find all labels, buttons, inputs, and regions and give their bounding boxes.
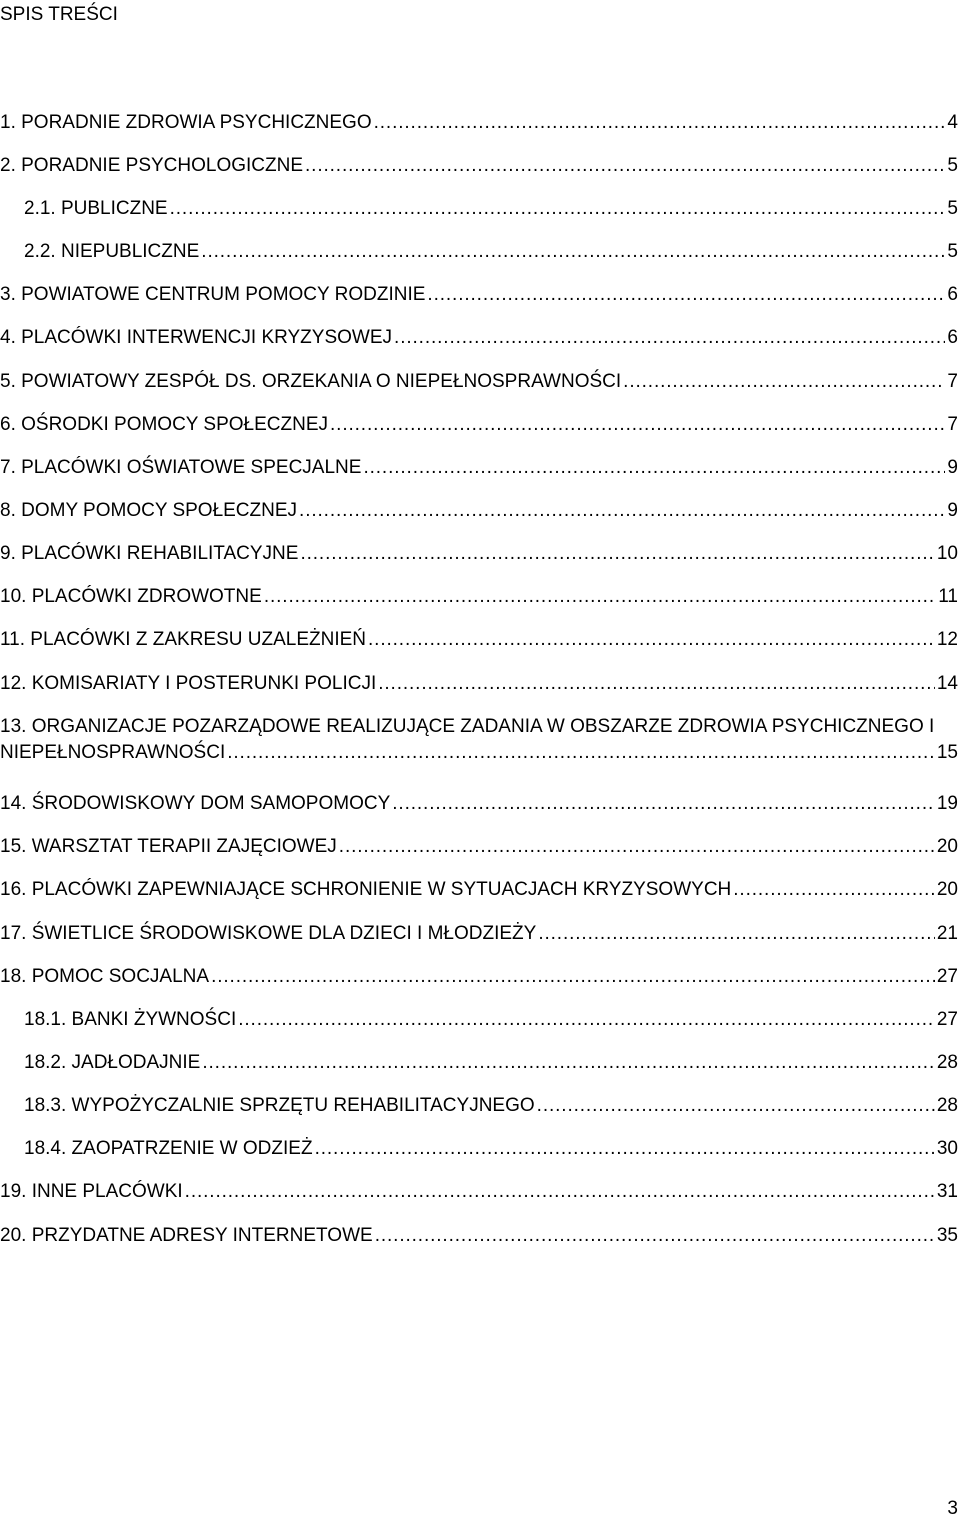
toc-entry-title: 9. PLACÓWKI REHABILITACYJNE xyxy=(0,543,299,564)
toc-dot-leader xyxy=(363,455,945,481)
page-number: 3 xyxy=(947,1498,958,1519)
toc-entry[interactable] xyxy=(0,541,958,567)
toc-entry[interactable] xyxy=(0,498,958,524)
toc-entry-title: 18.4. ZAOPATRZENIE W ODZIEŻ xyxy=(24,1138,313,1159)
toc-entry-page: 27 xyxy=(936,1009,958,1030)
toc-entry-title: 2.2. NIEPUBLICZNE xyxy=(24,241,200,262)
toc-entry-page: 6 xyxy=(947,327,958,348)
toc-entry-title: 19. INNE PLACÓWKI xyxy=(0,1181,183,1202)
toc-dot-leader xyxy=(374,110,946,136)
toc-entry-page: 9 xyxy=(947,500,958,521)
toc-entry[interactable] xyxy=(0,1223,958,1249)
toc-entry[interactable] xyxy=(0,325,958,351)
toc-entry-page: 15 xyxy=(936,742,958,763)
toc-entry-page: 20 xyxy=(936,836,958,857)
toc-entry[interactable] xyxy=(0,671,958,697)
toc-dot-leader xyxy=(305,153,945,179)
toc-entry[interactable] xyxy=(0,1050,958,1076)
toc-entry-page: 21 xyxy=(936,923,958,944)
toc-entry-page: 31 xyxy=(936,1181,958,1202)
toc-entry-title: 2. PORADNIE PSYCHOLOGICZNE xyxy=(0,155,304,176)
toc-entry[interactable] xyxy=(0,791,958,817)
toc-entry-title: 10. PLACÓWKI ZDROWOTNE xyxy=(0,586,262,607)
toc-entry[interactable] xyxy=(0,412,958,438)
toc-entry-title: 2.1. PUBLICZNE xyxy=(24,198,168,219)
toc-dot-leader xyxy=(185,1179,935,1205)
toc-entry-page: 27 xyxy=(936,966,958,987)
toc-entry[interactable] xyxy=(0,877,958,903)
toc-dot-leader xyxy=(339,834,935,860)
toc-dot-leader xyxy=(315,1136,935,1162)
toc-dot-leader xyxy=(427,282,945,308)
toc-dot-leader xyxy=(537,1093,935,1119)
toc-dot-leader xyxy=(375,1223,935,1249)
toc-entry-title: 14. ŚRODOWISKOWY DOM SAMOPOMOCY xyxy=(0,793,391,814)
toc-entry[interactable] xyxy=(0,627,958,653)
toc-entry-title: 13. ORGANIZACJE POZARZĄDOWE REALIZUJĄCE ZADANIA W OBSZARZE ZDROWIA PSYCHICZNEGO I xyxy=(0,716,935,737)
toc-entry-title: 12. KOMISARIATY I POSTERUNKI POLICJI xyxy=(0,673,377,694)
toc-entry-title-continued: NIEPEŁNOSPRAWNOŚCI xyxy=(0,742,226,763)
toc-entry[interactable] xyxy=(0,1093,958,1119)
toc-dot-leader xyxy=(238,1007,935,1033)
toc-entry[interactable] xyxy=(0,1179,958,1205)
toc-entry-title: 1. PORADNIE ZDROWIA PSYCHICZNEGO xyxy=(0,112,372,133)
toc-entry-page: 7 xyxy=(947,414,958,435)
toc-entry[interactable] xyxy=(0,153,958,179)
toc-entry-title: 18.3. WYPOŻYCZALNIE SPRZĘTU REHABILITACYJNEGO xyxy=(24,1095,535,1116)
toc-entry[interactable] xyxy=(0,714,958,766)
toc-entry-title: 18.2. JADŁODAJNIE xyxy=(24,1052,201,1073)
toc-dot-leader xyxy=(368,627,935,653)
toc-dot-leader xyxy=(264,584,936,610)
toc-entry-page: 11 xyxy=(938,586,958,607)
toc-entry-page: 19 xyxy=(936,793,958,814)
toc-entry[interactable] xyxy=(0,584,958,610)
toc-entry-page: 10 xyxy=(936,543,958,564)
toc-entry-page: 28 xyxy=(936,1052,958,1073)
toc-entry-title: 4. PLACÓWKI INTERWENCJI KRYZYSOWEJ xyxy=(0,327,393,348)
toc-entry-page: 35 xyxy=(936,1225,958,1246)
toc-entry[interactable] xyxy=(0,1007,958,1033)
toc-dot-leader xyxy=(733,877,935,903)
toc-entry-title: 20. PRZYDATNE ADRESY INTERNETOWE xyxy=(0,1225,373,1246)
toc-entry-title: 18. POMOC SOCJALNA xyxy=(0,966,210,987)
toc-entry-page: 30 xyxy=(936,1138,958,1159)
toc-dot-leader xyxy=(227,740,935,766)
toc-entry-page: 7 xyxy=(947,371,958,392)
toc-dot-leader xyxy=(330,412,945,438)
toc-entry-title: 16. PLACÓWKI ZAPEWNIAJĄCE SCHRONIENIE W SYTUACJACH KRYZYSOWYCH xyxy=(0,879,732,900)
toc-entry[interactable] xyxy=(0,1136,958,1162)
toc-entry[interactable] xyxy=(0,369,958,395)
toc-entry[interactable] xyxy=(0,964,958,990)
toc-entry-title: 8. DOMY POMOCY SPOŁECZNEJ xyxy=(0,500,298,521)
toc-dot-leader xyxy=(378,671,935,697)
toc-dot-leader xyxy=(300,541,934,567)
toc-entry-page: 20 xyxy=(936,879,958,900)
toc-entry-page: 5 xyxy=(947,155,958,176)
toc-entry-title: 17. ŚWIETLICE ŚRODOWISKOWE DLA DZIECI I MŁODZIEŻY xyxy=(0,923,537,944)
toc-entry-title: 5. POWIATOWY ZESPÓŁ DS. ORZEKANIA O NIEPEŁNOSPRAWNOŚCI xyxy=(0,371,622,392)
toc-entry-page: 4 xyxy=(947,112,958,133)
page-title: SPIS TREŚCI xyxy=(0,4,118,25)
toc-dot-leader xyxy=(201,239,945,265)
toc-entry[interactable] xyxy=(0,239,958,265)
toc-entry[interactable] xyxy=(0,455,958,481)
toc-entry[interactable] xyxy=(0,921,958,947)
toc-dot-leader xyxy=(392,791,935,817)
toc-entry-page: 9 xyxy=(947,457,958,478)
toc-entry-page: 5 xyxy=(947,241,958,262)
toc-entry-page: 12 xyxy=(936,629,958,650)
toc-entry-title: 6. OŚRODKI POMOCY SPOŁECZNEJ xyxy=(0,414,329,435)
toc-dot-leader xyxy=(211,964,935,990)
toc-entry-title: 7. PLACÓWKI OŚWIATOWE SPECJALNE xyxy=(0,457,362,478)
toc-dot-leader xyxy=(623,369,945,395)
toc-entry-title: 15. WARSZTAT TERAPII ZAJĘCIOWEJ xyxy=(0,836,337,857)
toc-entry-title: 3. POWIATOWE CENTRUM POMOCY RODZINIE xyxy=(0,284,426,305)
toc-dot-leader xyxy=(538,921,935,947)
toc-entry[interactable] xyxy=(0,110,958,136)
toc-entry[interactable] xyxy=(0,282,958,308)
toc-dot-leader xyxy=(299,498,945,524)
toc-entry-title: 11. PLACÓWKI Z ZAKRESU UZALEŻNIEŃ xyxy=(0,629,367,650)
toc-dot-leader xyxy=(394,325,945,351)
toc-entry-page: 6 xyxy=(947,284,958,305)
toc-dot-leader xyxy=(202,1050,935,1076)
toc-entry-page: 28 xyxy=(936,1095,958,1116)
toc-entry-page: 5 xyxy=(947,198,958,219)
toc-entry-title: 18.1. BANKI ŻYWNOŚCI xyxy=(24,1009,237,1030)
toc-entry[interactable] xyxy=(0,834,958,860)
toc-entry-page: 14 xyxy=(936,673,958,694)
toc-dot-leader xyxy=(170,196,946,222)
toc-entry[interactable] xyxy=(0,196,958,222)
